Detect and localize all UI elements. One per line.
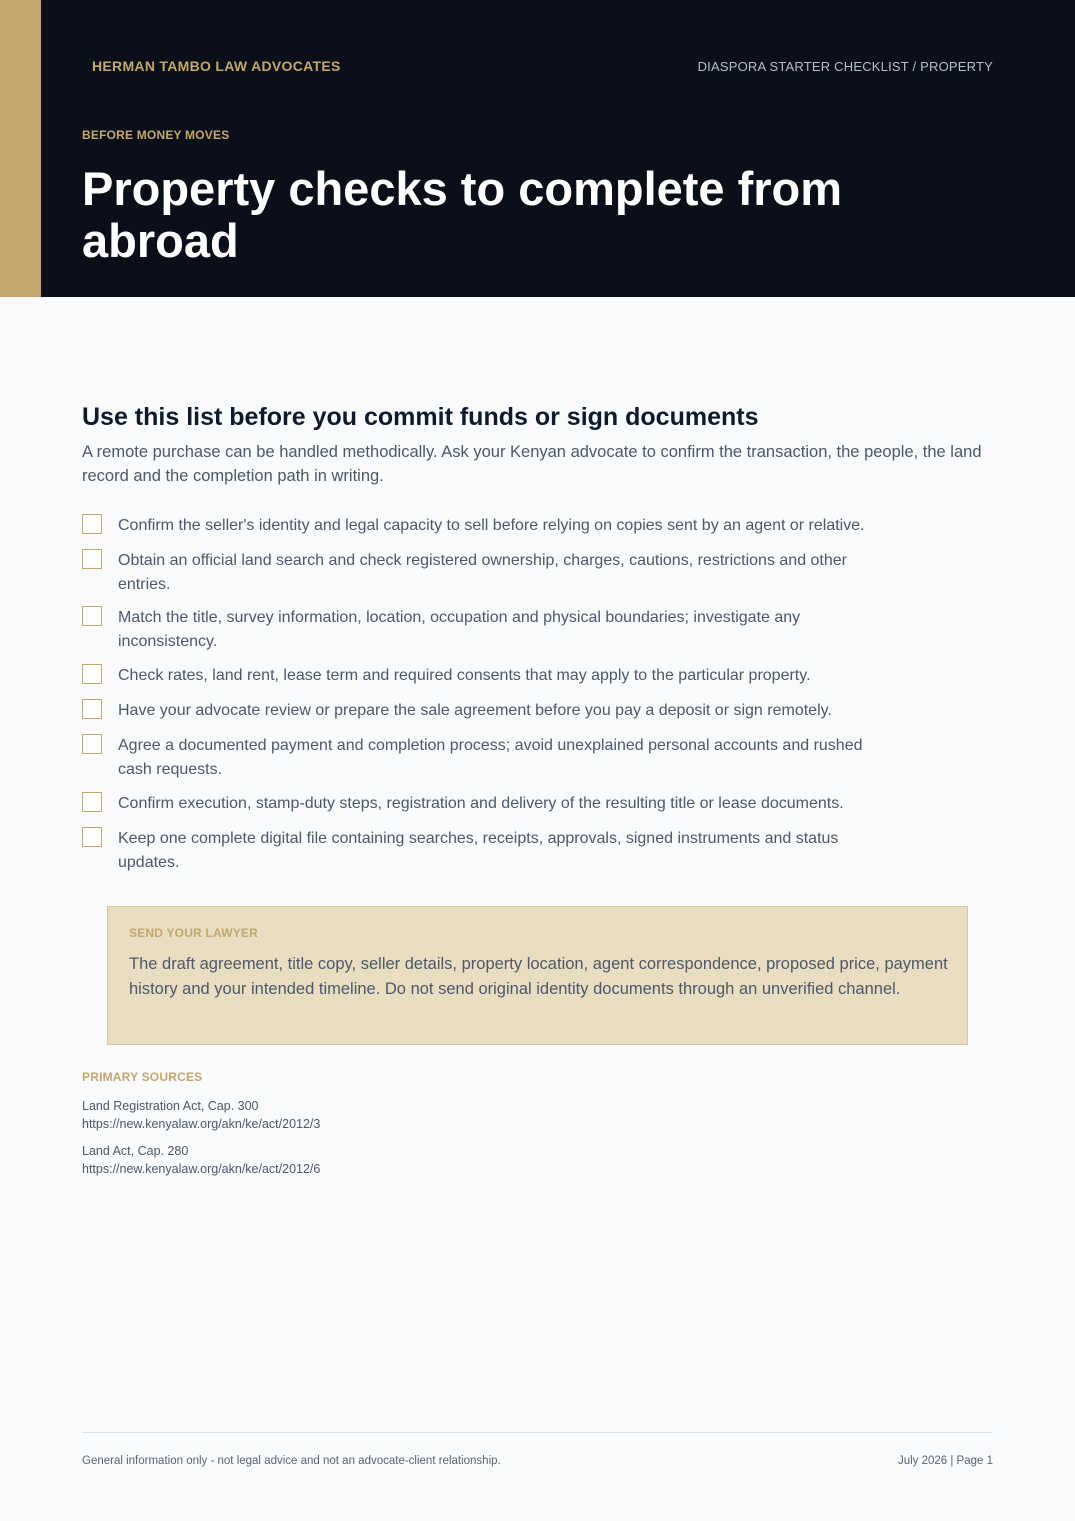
checkbox[interactable] <box>82 734 102 754</box>
source-item <box>82 1097 682 1133</box>
source-url[interactable]: https://new.kenyalaw.org/akn/ke/act/2012/3 <box>82 1117 321 1131</box>
checklist-item-text: Confirm execution, stamp-duty steps, registration and delivery of the resulting title or lease documents. <box>118 795 844 812</box>
checkbox[interactable] <box>82 514 102 534</box>
checkbox[interactable] <box>82 827 102 847</box>
eyebrow-label: BEFORE MONEY MOVES <box>82 128 230 142</box>
section-heading: Use this list before you commit funds or sign documents <box>82 403 759 431</box>
page-info: July 2026 | Page 1 <box>897 1455 993 1467</box>
header-banner <box>0 0 1075 297</box>
checklist-item-text: Agree a documented payment and completion process; avoid unexplained personal accounts and rushed cash requests. <box>118 737 863 778</box>
checkbox[interactable] <box>82 664 102 684</box>
callout-text: The draft agreement, title copy, seller details, property location, agent correspondence, proposed price, payment history and your intended timeline. Do not send original identity documents through an unverified channel. <box>129 955 948 998</box>
intro-paragraph: A remote purchase can be handled methodically. Ask your Kenyan advocate to confirm the transaction, the people, the land record and the completion path in writing. <box>82 443 982 485</box>
footer-disclaimer: General information only - not legal advice and not an advocate-client relationship. <box>82 1455 501 1467</box>
firm-name: HERMAN TAMBO LAW ADVOCATES <box>92 58 341 74</box>
callout-label: SEND YOUR LAWYER <box>129 926 258 940</box>
checklist-item-text: Match the title, survey information, location, occupation and physical boundaries; investigate any inconsistency. <box>118 609 801 650</box>
checkbox[interactable] <box>82 792 102 812</box>
checklist-item-text: Have your advocate review or prepare the sale agreement before you pay a deposit or sign remotely. <box>118 702 832 719</box>
source-name: Land Registration Act, Cap. 300 <box>82 1099 259 1113</box>
accent-bar <box>0 0 41 297</box>
document-label: DIASPORA STARTER CHECKLIST / PROPERTY <box>697 59 993 74</box>
page-title: Property checks to complete from abroad <box>82 162 843 267</box>
checklist-item-text: Keep one complete digital file containing searches, receipts, approvals, signed instruments and status updates. <box>118 830 839 871</box>
checkbox[interactable] <box>82 606 102 626</box>
checklist-item-text: Obtain an official land search and check registered ownership, charges, cautions, restrictions and other entries. <box>118 552 847 593</box>
footer-divider <box>82 1432 993 1433</box>
source-name: Land Act, Cap. 280 <box>82 1144 189 1158</box>
checkbox[interactable] <box>82 549 102 569</box>
sources-label: PRIMARY SOURCES <box>82 1070 203 1084</box>
checkbox[interactable] <box>82 699 102 719</box>
callout-box <box>107 906 968 1045</box>
checklist-item-text: Check rates, land rent, lease term and required consents that may apply to the particular property. <box>118 667 811 684</box>
source-item <box>82 1142 682 1178</box>
source-url[interactable]: https://new.kenyalaw.org/akn/ke/act/2012/6 <box>82 1162 321 1176</box>
checklist-item-text: Confirm the seller's identity and legal capacity to sell before relying on copies sent by an agent or relative. <box>118 517 865 534</box>
